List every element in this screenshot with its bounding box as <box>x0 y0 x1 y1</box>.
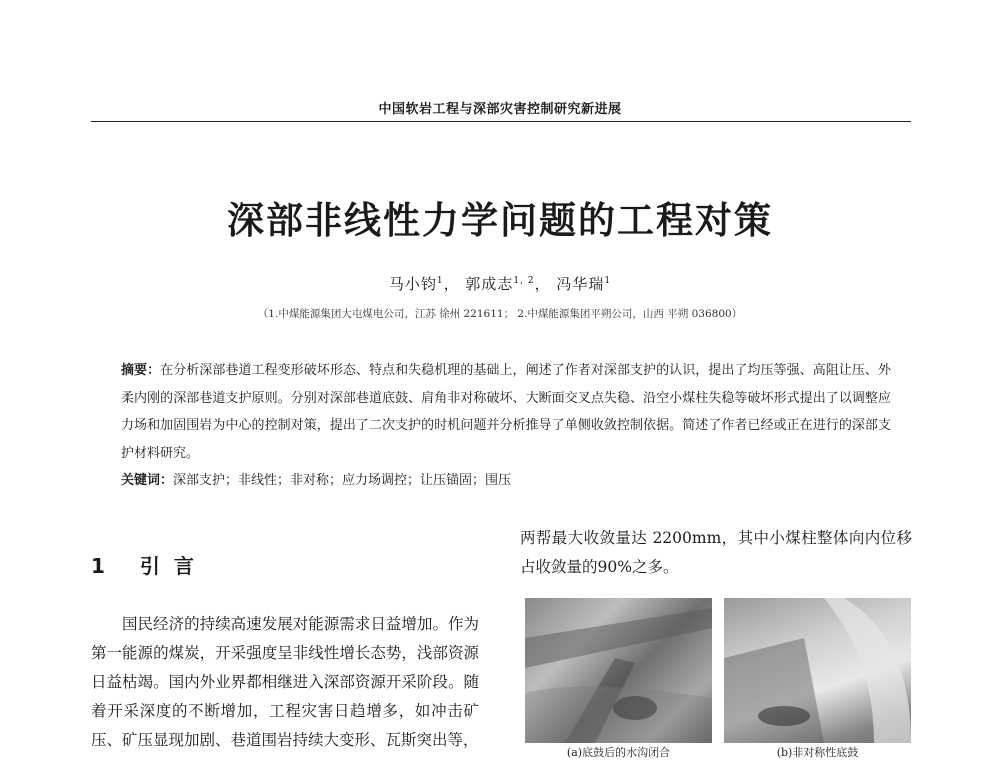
keywords-text: 深部支护；非线性；非对称；应力场调控；让压锚固；围压 <box>173 473 512 488</box>
figure-caption: (b)非对称性底鼓 <box>776 746 859 759</box>
body-paragraph: 两帮最大收敛量达 2200mm，其中小煤柱整体向内位移占收敛量的90%之多。 <box>520 529 912 576</box>
section-title: 引言 <box>139 554 208 578</box>
author-list <box>0 273 1000 294</box>
paper-title: 深部非线性力学问题的工程对策 <box>227 199 773 242</box>
abstract-text: 在分析深部巷道工程变形破坏形态、特点和失稳机理的基础上，阐述了作者对深部支护的认识，提出了均压等强、高阻让压、外柔内刚的深部巷道支护原则。分别对深部巷道底鼓、肩角非对称破坏、大断面交叉点失稳、沿空小煤柱失稳等破坏形式提出了以调整应力场和加固围岩为中心的控制对策，提出了二次支护的时机问题并分析推导了单侧收敛控制依据。简述了作者已经或正在进行的深部支护材料研究。 <box>121 363 891 461</box>
abstract <box>121 357 891 467</box>
figure-photo-b <box>724 598 911 743</box>
section-number: 1 <box>91 554 119 578</box>
author-name: 马小钧 <box>388 275 437 293</box>
left-column <box>91 610 479 755</box>
running-header: 中国软岩工程与深部灾害控制研究新进展 <box>378 102 622 117</box>
right-column <box>520 524 912 582</box>
photo-texture-b <box>724 598 911 743</box>
author-separator: ， <box>534 275 551 293</box>
photo-texture-a <box>525 598 712 743</box>
abstract-label: 摘要： <box>121 363 161 378</box>
header-rule <box>91 121 911 122</box>
figure-caption: (a)底鼓后的水沟闭合 <box>566 746 671 759</box>
body-paragraph: 国民经济的持续高速发展对能源需求日益增加。作为第一能源的煤炭，开采强度呈非线性增长态势，浅部资源日益枯竭。国内外业界都相继进入深部资源开采阶段。随着开采深度的不断增加，工程灾害日趋增多，如冲击矿压、矿压显现加剧、巷道围岩持续大变形、瓦斯突出等， <box>91 615 479 749</box>
author-affiliation-marker: 1, 2 <box>513 276 535 286</box>
author-separator: ， <box>443 275 460 293</box>
affiliation: （1.中煤能源集团大屯煤电公司，江苏 徐州 221611； 2.中煤能源集团平朔公司，山西 平朔 036800） <box>257 308 743 320</box>
author-name: 冯华瑞 <box>556 275 605 293</box>
keywords <box>121 469 891 493</box>
section-heading <box>91 550 208 579</box>
author-affiliation-marker: 1 <box>604 276 612 286</box>
keywords-label: 关键词： <box>121 473 174 488</box>
figure-photo-a <box>525 598 712 743</box>
author-affiliation-marker: 1 <box>436 276 444 286</box>
author-name: 郭成志 <box>465 275 514 293</box>
